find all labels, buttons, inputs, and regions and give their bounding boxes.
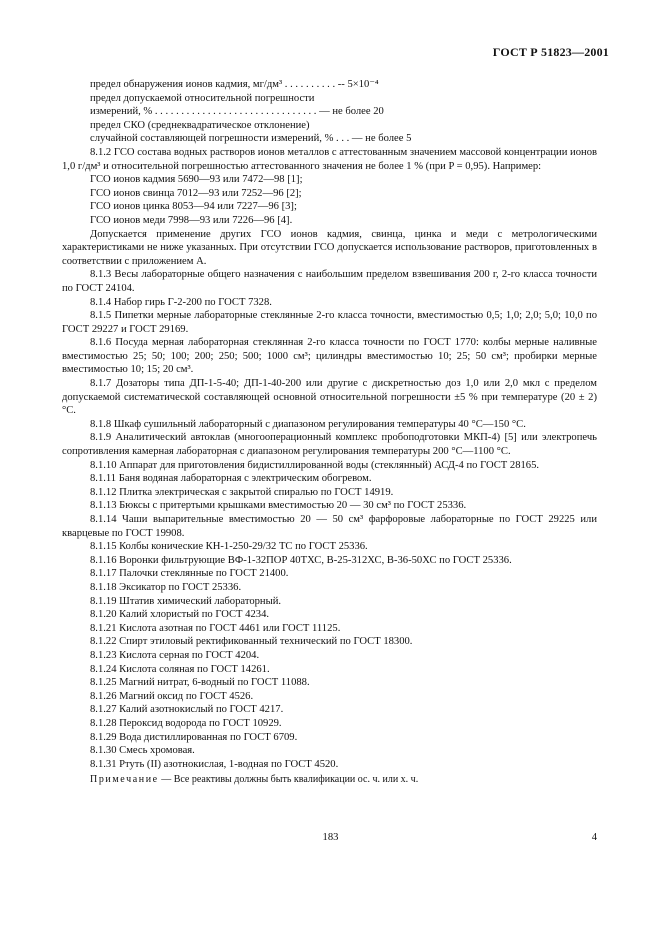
characteristic-line: предел обнаружения ионов кадмия, мг/дм³ . . . . . . . . . . -- 5×10⁻⁴ bbox=[90, 79, 379, 90]
equipment-item: 8.1.7 Дозаторы типа ДП-1-5-40; ДП-1-40-200 или другие с дискретностью доз 1,0 или 2,0 мкл с пределом допускаемой систематической составляющей основной относительной погрешности ±5 % при температуре (20 ± 2) °С. bbox=[62, 378, 597, 417]
characteristic-line: случайной составляющей погрешности измерений, % . . . — не более 5 bbox=[90, 133, 412, 145]
document-body bbox=[62, 78, 597, 787]
equipment-item: 8.1.13 Бюксы с притертыми крышками вместимостью 20 — 30 см³ по ГОСТ 25336. bbox=[90, 500, 467, 512]
note-text: — Все реактивы должны быть квалификации ос. ч. или х. ч. bbox=[158, 774, 419, 786]
equipment-item: 8.1.31 Ртуть (II) азотнокислая, 1-водная по ГОСТ 4520. bbox=[90, 758, 339, 770]
equipment-item: 8.1.23 Кислота серная по ГОСТ 4204. bbox=[90, 649, 260, 661]
characteristic-line: предел допускаемой относительной погрешности bbox=[90, 92, 315, 104]
equipment-item: 8.1.27 Калий азотнокислый по ГОСТ 4217. bbox=[90, 704, 284, 716]
page-number: 183 bbox=[322, 832, 339, 843]
equipment-list bbox=[62, 268, 597, 771]
sheet-number: 4 bbox=[591, 832, 597, 843]
characteristic-line: измерений, % . . . . . . . . . . . . . . . . . . . . . . . . . . . . . . . — не более 20 bbox=[90, 106, 384, 118]
gso-item: ГСО ионов меди 7998—93 или 7226—96 [4]. bbox=[90, 214, 293, 226]
gso-item: ГСО ионов свинца 7012—93 или 7252—96 [2]; bbox=[90, 187, 302, 199]
note bbox=[62, 773, 597, 787]
equipment-item: 8.1.9 Аналитический автоклав (многооперационный комплекс пробоподготовки МКП-4) [5] или электропечь сопротивления камерная лабораторная с диапазоном регулирования температуры 200 °С—1100 °С. bbox=[62, 432, 597, 458]
equipment-item: 8.1.16 Воронки фильтрующие ВФ-1-32ПОР 40ТХС, В-25-312ХС, В-36-50ХС по ГОСТ 25336. bbox=[90, 554, 512, 566]
equipment-item: 8.1.4 Набор гирь Г-2-200 по ГОСТ 7328. bbox=[90, 296, 272, 308]
characteristic-line: предел СКО (среднеквадратическое отклонение) bbox=[90, 119, 310, 131]
equipment-item: 8.1.22 Спирт этиловый ректификованный технический по ГОСТ 18300. bbox=[90, 636, 413, 648]
document-header: ГОСТ Р 51823—2001 bbox=[492, 45, 609, 59]
equipment-item: 8.1.15 Колбы конические КН-1-250-29/32 ТС по ГОСТ 25336. bbox=[90, 541, 368, 553]
equipment-item: 8.1.14 Чаши выпарительные вместимостью 20 — 50 см³ фарфоровые лабораторные по ГОСТ 29225 или кварцевые по ГОСТ 19908. bbox=[62, 514, 597, 539]
equipment-item: 8.1.18 Эксикатор по ГОСТ 25336. bbox=[90, 581, 242, 593]
characteristics-list bbox=[62, 78, 597, 146]
equipment-item: 8.1.6 Посуда мерная лабораторная стеклянная 2-го класса точности по ГОСТ 1770: колбы мерные наливные вместимостью 25; 50; 100; 200; 250; 500; 1000 см³; цилиндры вместимостью 10; 25; 50 см³; пробирки мерные вместимостью 10; 15; 20 см³. bbox=[62, 337, 597, 376]
equipment-item: 8.1.5 Пипетки мерные лабораторные стеклянные 2-го класса точности, вместимостью 0,5; 1,0; 2,0; 5,0; 10,0 по ГОСТ 29227 и ГОСТ 29169. bbox=[62, 310, 597, 335]
equipment-item: 8.1.30 Смесь хромовая. bbox=[90, 745, 195, 757]
paragraph-8-1-2: 8.1.2 ГСО состава водных растворов ионов металлов с аттестованным значением массовой концентрации ионов 1,0 г/дм³ и относительной погрешностью аттестованного значения не более 1 % (при P = 0,95). Например: bbox=[62, 146, 597, 172]
equipment-item: 8.1.25 Магний нитрат, 6-водный по ГОСТ 11088. bbox=[90, 677, 310, 689]
equipment-item: 8.1.24 Кислота соляная по ГОСТ 14261. bbox=[90, 663, 270, 675]
equipment-item: 8.1.3 Весы лабораторные общего назначения с наибольшим пределом взвешивания 200 г, 2-го класса точности по ГОСТ 24104. bbox=[62, 269, 597, 294]
equipment-item: 8.1.8 Шкаф сушильный лабораторный с диапазоном регулирования температуры 40 °С—150 °С. bbox=[90, 418, 526, 430]
equipment-item: 8.1.21 Кислота азотная по ГОСТ 4461 или ГОСТ 11125. bbox=[90, 622, 341, 634]
gso-item: ГСО ионов цинка 8053—94 или 7227—96 [3]; bbox=[90, 201, 297, 213]
equipment-item: 8.1.17 Палочки стеклянные по ГОСТ 21400. bbox=[90, 568, 289, 580]
gso-item: ГСО ионов кадмия 5690—93 или 7472—98 [1]; bbox=[90, 174, 303, 186]
equipment-item: 8.1.20 Калий хлористый по ГОСТ 4234. bbox=[90, 609, 270, 621]
equipment-item: 8.1.26 Магний оксид по ГОСТ 4526. bbox=[90, 690, 254, 702]
gso-list bbox=[62, 173, 597, 227]
paragraph-gso-allowed: Допускается применение других ГСО ионов кадмия, свинца, цинка и меди с метрологическими характеристиками не ниже указанных. При отсутствии ГСО допускается использование растворов, приготовленных в соответствии с приложением А. bbox=[62, 228, 597, 267]
equipment-item: 8.1.19 Штатив химический лабораторный. bbox=[90, 595, 282, 607]
equipment-item: 8.1.12 Плитка электрическая с закрытой спиралью по ГОСТ 14919. bbox=[90, 486, 394, 498]
equipment-item: 8.1.11 Баня водяная лабораторная с электрическим обогревом. bbox=[90, 473, 372, 485]
equipment-item: 8.1.29 Вода дистиллированная по ГОСТ 6709. bbox=[90, 731, 298, 743]
note-label: Примечание bbox=[90, 774, 159, 786]
equipment-item: 8.1.10 Аппарат для приготовления бидистиллированной воды (стеклянный) АСД-4 по ГОСТ 28165. bbox=[90, 459, 540, 471]
equipment-item: 8.1.28 Пероксид водорода по ГОСТ 10929. bbox=[90, 717, 282, 729]
